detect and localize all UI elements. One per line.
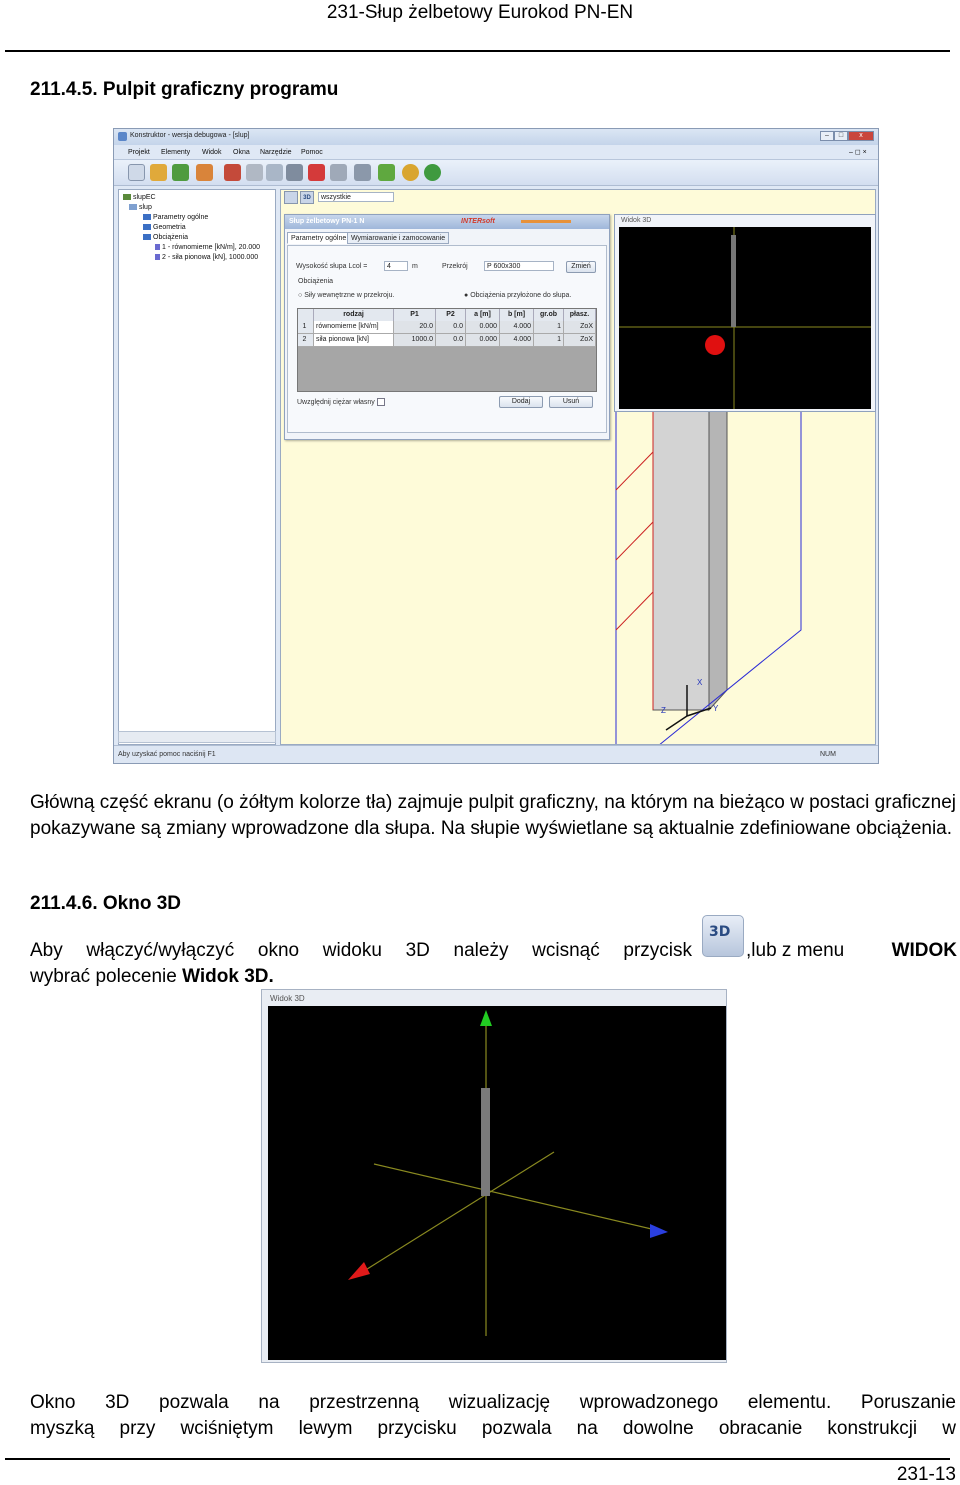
table-header-plasz: płasz. [564,309,596,321]
table-cell-b[interactable]: 4.000 [500,334,534,347]
view3d-window-title: Widok 3D [270,994,305,1003]
tree-item-slup[interactable]: slup [129,204,152,211]
export-icon[interactable] [224,164,241,181]
report-icon[interactable] [378,164,395,181]
tree-item-params[interactable]: Parametry ogólne [143,214,208,221]
folder-icon[interactable] [172,164,189,181]
delete-button[interactable]: Usuń [549,396,593,408]
selfweight-checkbox[interactable] [377,398,385,406]
table-header-p2: P2 [436,309,466,321]
table-cell-grob[interactable]: 1 [534,334,564,347]
project-tree [118,189,276,745]
folder-icon [143,224,151,230]
window-title: Konstruktor - wersja debugowa - [slup] [130,132,250,139]
section-input[interactable]: P 600x300 [484,261,554,271]
tree-item-loads[interactable]: Obciążenia [143,234,188,241]
table-header-grob: gr.ob [534,309,564,321]
view3d-axes-drawing [268,1006,726,1360]
menu-widok[interactable]: Widok [202,149,222,156]
edit-icon[interactable] [266,164,283,181]
page-header: 231-Słup żelbetowy Eurokod PN-EN [326,2,634,23]
tree-load-1[interactable]: 1 - równomierne [kN/m], 20.000 [155,244,260,251]
table-cell-rodzaj[interactable]: równomierne [kN/m] [314,321,394,334]
height-input[interactable]: 4 [384,261,408,271]
loads-label: Obciążenia [298,278,334,285]
print-icon[interactable] [246,164,263,181]
table-cell-plasz[interactable]: ZoX [564,334,596,347]
table-header-p1: P1 [394,309,436,321]
add-button[interactable]: Dodaj [499,396,543,408]
menu-elementy[interactable]: Elementy [161,149,191,156]
selfweight-label: Uwzględnij ciężar własny [297,399,375,406]
table-cell-p1[interactable]: 1000.0 [394,334,436,347]
view3d-canvas[interactable] [619,227,871,409]
title-bar [114,129,878,145]
table-cell-p1[interactable]: 20.0 [394,321,436,334]
save-icon[interactable] [196,164,213,181]
info-icon[interactable] [424,164,441,181]
table-cell-a[interactable]: 0.000 [466,334,500,347]
page-number: 231-13 [896,1464,956,1485]
loads-table [297,308,597,392]
axis-x-label: X [697,678,703,687]
tree-scrollbar[interactable] [118,731,276,743]
table-cell-rodzaj[interactable]: siła pionowa [kN] [314,334,394,347]
app-window-screenshot [113,128,879,764]
table-icon[interactable] [354,164,371,181]
footer-rule [5,1458,950,1460]
tab-dimensioning[interactable]: Wymiarowanie i zamocowanie [347,232,449,244]
table-header-a: a [m] [466,309,500,321]
table-header-rodzaj: rodzaj [314,309,394,321]
view3d-panel [614,214,876,412]
axis-y-label: Y [713,704,719,713]
table-cell-a[interactable]: 0.000 [466,321,500,334]
height-unit: m [412,263,418,270]
view-3d-icon[interactable]: 3D [300,191,314,204]
menu-bar [114,146,878,160]
paragraph-okno3d-line2: myszką przy wciśniętym lewym przycisku pozwala na dowolne obracanie konstrukcji w [30,1418,956,1439]
header-rule [5,50,950,52]
toolbar [114,160,878,186]
height-label: Wysokość słupa Lcol = [296,263,368,270]
table-header-b: b [m] [500,309,534,321]
column-icon [129,204,137,210]
radio-internal-forces[interactable]: ○ Siły wewnętrzne w przekroju. [298,292,395,299]
dialog-titlebar [285,215,609,229]
load-icon [155,244,160,250]
brand-bar [521,220,571,223]
view-2d-icon[interactable] [284,191,298,204]
load-icon [155,254,160,260]
open-icon[interactable] [150,164,167,181]
table-cell-grob[interactable]: 1 [534,321,564,334]
tab-general[interactable]: Parametry ogólne [287,232,350,244]
table-row-number: 2 [298,334,314,347]
delete-icon[interactable] [308,164,325,181]
project-icon [123,194,131,200]
view3d-drawing [619,227,871,409]
view3d-window-figure [261,989,727,1363]
status-help-text: Aby uzyskać pomoc naciśnij F1 [118,751,216,758]
paragraph-widok-part2: ,lub z menu WIDOK [746,940,957,961]
paragraph-widok-part1: Aby włączyć/wyłączyć okno widoku 3D należy wcisnąć przycisk [30,940,692,961]
change-button[interactable]: Zmień [566,261,596,273]
table-cell-p2[interactable]: 0.0 [436,321,466,334]
section-label: Przekrój [442,263,468,270]
paragraph-okno3d-line1: Okno 3D pozwala na przestrzenną wizualizację wprowadzonego elementu. Poruszanie [30,1392,956,1413]
menu-okna[interactable]: Okna [233,149,250,156]
tree-root[interactable]: slupEC [123,194,156,201]
status-bar [114,745,878,763]
dialog-title: Słup żelbetowy PN-1 N [289,218,365,225]
paragraph-widok-line2: wybrać polecenie Widok 3D. [30,966,274,987]
tool-icon[interactable] [286,164,303,181]
tree-item-geometry[interactable]: Geometria [143,224,186,231]
menu-projekt[interactable]: Projekt [128,149,150,156]
table-cell-plasz[interactable]: ZoX [564,321,596,334]
table-row-number: 1 [298,321,314,334]
view3d-button-icon: 3D [702,915,744,957]
filter-select[interactable]: wszystkie [318,192,394,202]
axis-z-label: Z [661,706,666,715]
child-window-buttons[interactable]: – ◻ × [849,149,867,156]
paragraph-pulpit: Główną część ekranu (o żółtym kolorze tła) zajmuje pulpit graficzny, na którym na bieżąco w postaci graficznej pokazywane są zmiany wprowadzone dla słupa. Na słupie wyświetlane są aktualnie zdefiniowane obciążenia. [30,792,956,839]
radio-applied-loads[interactable]: ● Obciążenia przyłożone do słupa. [464,292,572,299]
table-header-corner [298,309,314,321]
calc-icon[interactable] [330,164,347,181]
new-icon[interactable] [128,164,145,181]
section-heading-pulpit: 211.4.5. Pulpit graficzny programu [30,79,339,100]
menu-narzedzie[interactable]: Narzędzie [260,149,292,156]
help-icon[interactable] [402,164,419,181]
app-icon [118,132,127,141]
section-heading-okno3d: 211.4.6. Okno 3D [30,893,182,914]
brand-logo: INTERsoft [461,218,495,225]
folder-icon [143,234,151,240]
close-button[interactable]: x [848,131,874,141]
table-cell-p2[interactable]: 0.0 [436,334,466,347]
column-dialog [284,214,610,440]
view-toolbar [284,191,404,205]
minimize-button[interactable]: – [820,131,834,141]
view3d-title: Widok 3D [621,217,652,224]
menu-pomoc[interactable]: Pomoc [301,149,323,156]
status-num: NUM [820,751,836,758]
view3d-window-canvas[interactable] [268,1006,726,1360]
tree-load-2[interactable]: 2 - siła pionowa [kN], 1000.000 [155,254,258,261]
maximize-button[interactable]: □ [834,131,848,141]
table-cell-b[interactable]: 4.000 [500,321,534,334]
folder-icon [143,214,151,220]
